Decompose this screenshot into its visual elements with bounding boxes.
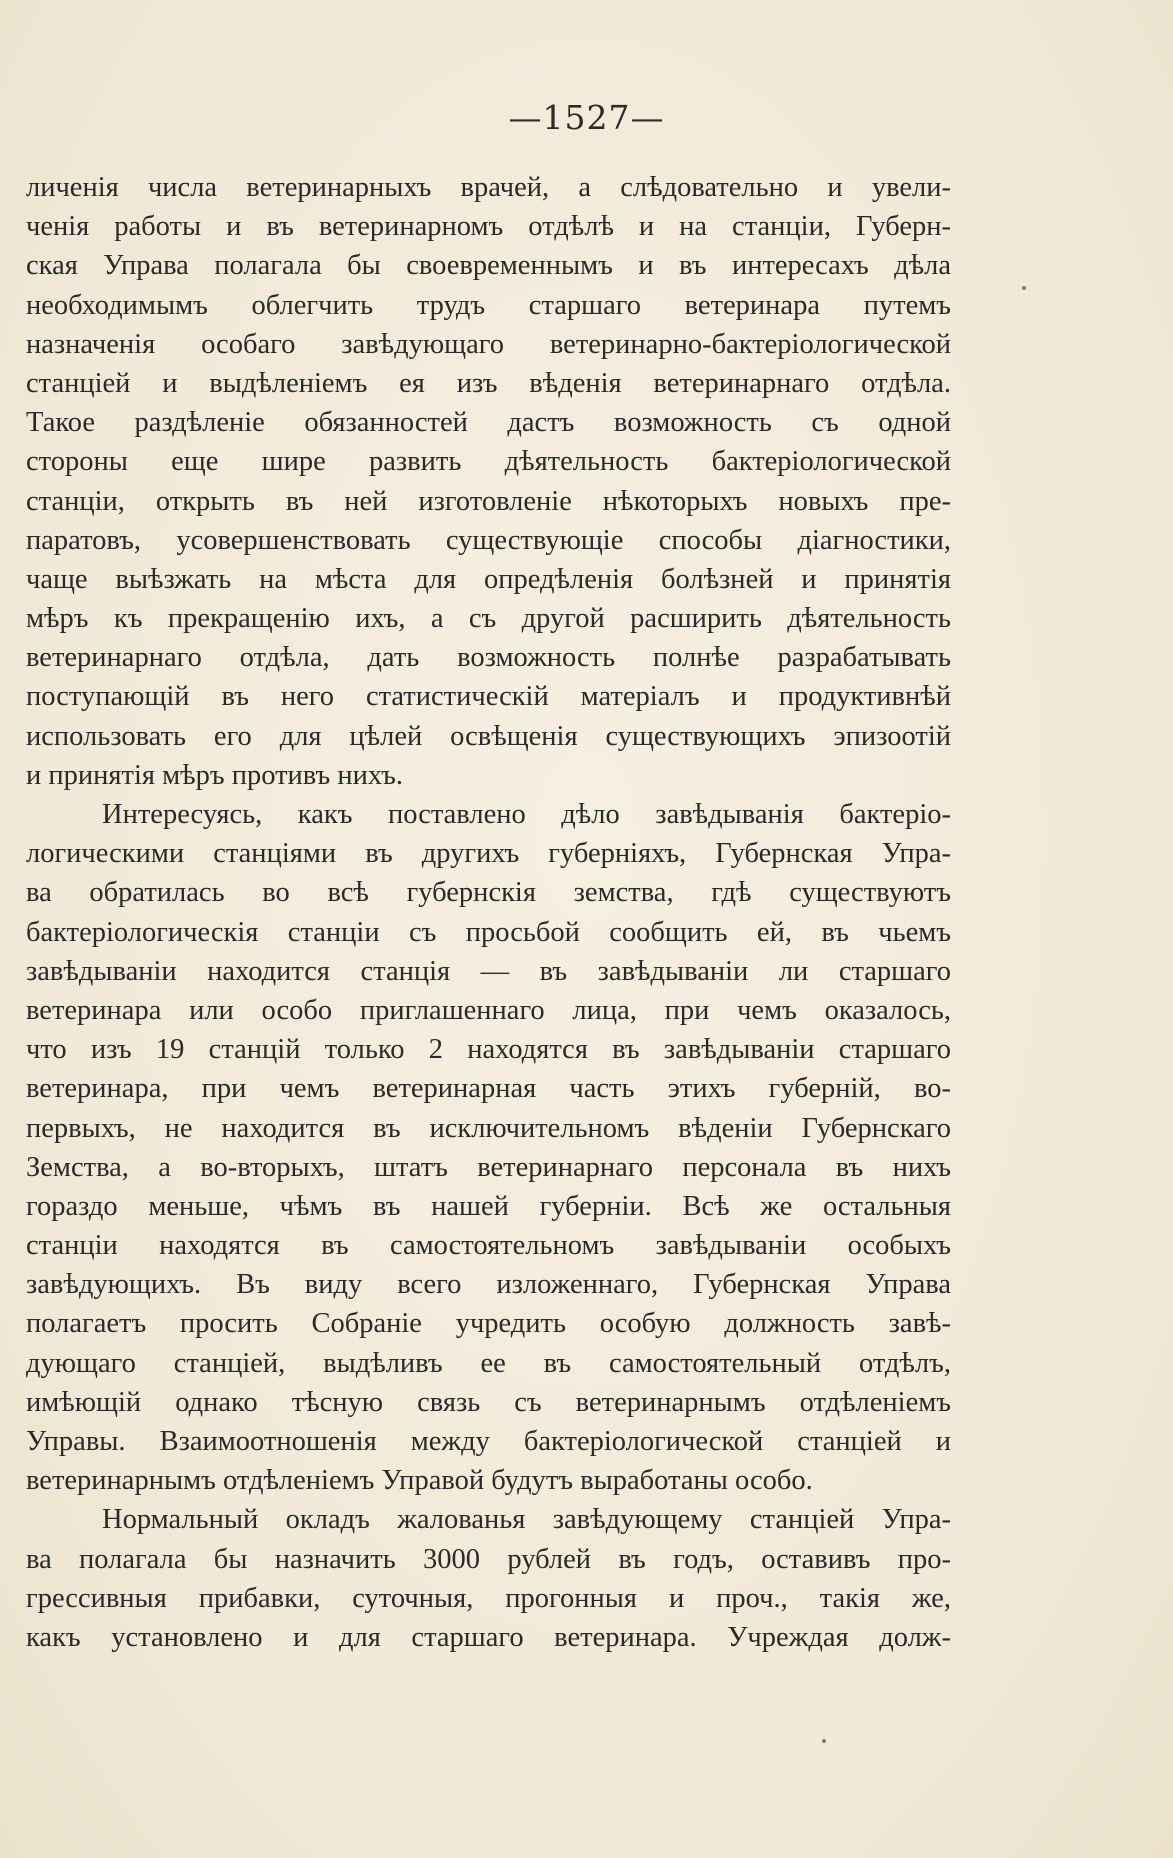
text-line: грессивныя прибавки, суточныя, прогонныя и проч., такія же, <box>26 1582 951 1614</box>
text-line: ва полагала бы назначить 3000 рублей въ годъ, оставивъ про- <box>26 1543 951 1575</box>
text-line: ская Управа полагала бы своевременнымъ и въ интересахъ дѣла <box>26 250 951 282</box>
text-line: логическими станціями въ другихъ губерніяхъ, Губернская Упра- <box>26 838 951 870</box>
text-line: стороны еще шире развить дѣятельность бактеріологической <box>26 446 951 478</box>
text-line: личенія числа ветеринарныхъ врачей, а слѣдовательно и увели- <box>26 172 951 203</box>
text-line: станціи находятся въ самостоятельномъ завѣдываніи особыхъ <box>26 1230 951 1262</box>
text-line: станціей и выдѣленіемъ ея изъ вѣденія ветеринарнаго отдѣла. <box>26 367 951 399</box>
text-line: Земства, а во-вторыхъ, штатъ ветеринарнаго персонала въ нихъ <box>26 1151 951 1183</box>
text-line: ва обратилась во всѣ губернскія земства, гдѣ существуютъ <box>26 877 951 909</box>
text-line: бактеріологическія станціи съ просьбой сообщить ей, въ чьемъ <box>26 916 951 948</box>
text-line: ветеринара, при чемъ ветеринарная часть этихъ губерній, во- <box>26 1073 951 1105</box>
text-line: первыхъ, не находится въ исключительномъ вѣденіи Губернскаго <box>26 1112 951 1144</box>
text-line: имѣющій однако тѣсную связь съ ветеринарнымъ отдѣленіемъ <box>26 1386 951 1418</box>
text-line: Такое раздѣленіе обязанностей дастъ возможность съ одной <box>26 407 951 439</box>
text-line: чаще выѣзжать на мѣста для опредѣленія болѣзней и принятія <box>26 563 951 595</box>
text-line: поступающій въ него статистическій матеріалъ и продуктивнѣй <box>26 681 951 713</box>
text-line: Управы. Взаимоотношенія между бактеріологической станціей и <box>26 1426 951 1457</box>
text-line: полагаетъ просить Собраніе учредить особую должность завѣ- <box>26 1308 951 1340</box>
text-line: ченія работы и въ ветеринарномъ отдѣлѣ и на станціи, Губерн- <box>26 211 951 243</box>
text-line: использовать его для цѣлей освѣщенія существующихъ эпизоотій <box>26 720 951 752</box>
text-line: гораздо меньше, чѣмъ въ нашей губерніи. Всѣ же остальныя <box>26 1190 951 1222</box>
text-line: Нормальный окладъ жалованья завѣдующему станціей Упра- <box>102 1504 951 1536</box>
text-line: и принятія мѣръ противъ нихъ. <box>26 759 403 791</box>
text-line: завѣдующихъ. Въ виду всего изложеннаго, Губернская Управа <box>26 1269 951 1301</box>
text-line: ветеринарнаго отдѣла, дать возможность полнѣе разрабатывать <box>26 642 951 674</box>
text-line: мѣръ къ прекращенію ихъ, а съ другой расширить дѣятельность <box>26 603 951 635</box>
text-line: необходимымъ облегчить трудъ старшаго ветеринара путемъ <box>26 289 951 321</box>
text-line: Интересуясь, какъ поставлено дѣло завѣдыванія бактеріо- <box>102 799 951 830</box>
paper-speck <box>1022 286 1026 290</box>
body-text <box>26 168 951 1657</box>
text-line: паратовъ, усовершенствовать существующіе способы діагностики, <box>26 524 951 556</box>
page-number: —1527— <box>508 98 665 137</box>
text-line: что изъ 19 станцій только 2 находятся въ завѣдываніи старшаго <box>26 1034 951 1066</box>
text-line: ветеринара или особо приглашеннаго лица, при чемъ оказалось, <box>26 994 951 1026</box>
paper-speck <box>822 1739 826 1743</box>
text-line: какъ установлено и для старшаго ветеринара. Учреждая долж- <box>26 1621 951 1653</box>
text-line: назначенія особаго завѣдующаго ветеринарно-бактеріологической <box>26 328 951 360</box>
text-line: дующаго станціей, выдѣливъ ее въ самостоятельный отдѣлъ, <box>26 1347 951 1379</box>
text-line: завѣдываніи находится станція — въ завѣдываніи ли старшаго <box>26 955 951 987</box>
text-line: ветеринарнымъ отдѣленіемъ Управой будутъ выработаны особо. <box>26 1465 813 1497</box>
text-line: станціи, открыть въ ней изготовленіе нѣкоторыхъ новыхъ пре- <box>26 485 951 517</box>
